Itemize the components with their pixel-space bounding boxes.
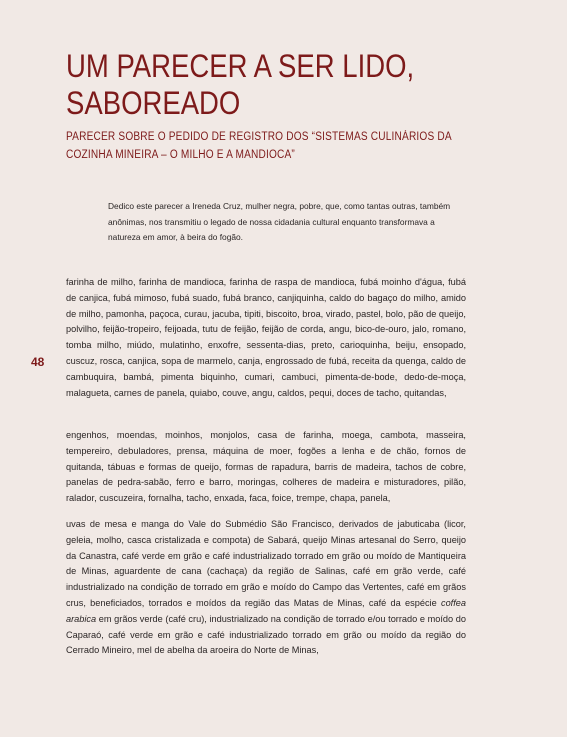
page-subtitle: PARECER SOBRE O PEDIDO DE REGISTRO DOS “SISTEMAS CULINÁRIOS DA COZINHA MINEIRA – O MILHO E A MANDIOCA” (66, 131, 452, 161)
body-paragraph-products (66, 517, 466, 659)
body-paragraph-utensils: engenhos, moendas, moinhos, monjolos, casa de farinha, moega, cambota, masseira, tempereiro, debuladores, prensa, máquina de moer, fogões a lenha e de chão, fornos de quitanda, tábuas e formas de queijo, formas de rapadura, barris de madeira, tachos de cobre, panelas de pedra-sabão, ferro e barro, moringas, colheres de madeira e misturadores, pilão, ralador, cuscuzeira, fornalha, tacho, enxada, faca, foice, trempe, chapa, panela, (66, 430, 466, 504)
page-title: UM PARECER A SER LIDO, SABOREADO (66, 48, 415, 121)
body-paragraph-products-part-2: em grãos verde (café cru), industrializado na condição de torrado e/ou torrado e moído do Caparaó, café verde em grão e café industrializado torrado em grão ou moído da região do Cerrado Mineiro, mel de abelha da aroeira do Norte de Minas, (66, 613, 466, 656)
body-paragraph-products-part-1: uvas de mesa e manga do Vale do Submédio São Francisco, derivados de jabuticaba (licor, geleia, molho, casca cristalizada e compota) de Sabará, queijo Minas artesanal do Serro, queijo da Canastra, café verde em grão e café industrializado torrado em grão ou moído de Mantiqueira de Minas, aguardente de cana (cachaça) da região de Salinas, café em grão verde, café industrializado na condição de torrado em grão e moído do Campo das Vertentes, café em grãos crus, beneficiados, torrados e moídos da região das Matas de Minas, café da espécie (66, 519, 466, 608)
page-number: 48 (31, 355, 45, 369)
body-paragraph-foods: farinha de milho, farinha de mandioca, farinha de raspa de mandioca, fubá moinho d'água, fubá de canjica, fubá mimoso, fubá suado, fubá branco, canjiquinha, caldo do bagaço do milho, amido de milho, pamonha, paçoca, curau, jacuba, tipiti, biscoito, broa, virado, pastel, bolo, pão de queijo, polvilho, feijão-tropeiro, feijoada, tutu de feijão, feijão de corda, angu, bico-de-ouro, jalo, romano, tomba milho, miúdo, mulatinho, enxofre, sessenta-dias, preto, carioquinha, beiju, ensopado, cuscuz, rosca, canjica, sopa de marmelo, canja, engrossado de fubá, receita da quenga, caldo de cambuquira, bambá, pimenta biquinho, cumari, cambuci, pimenta-de-bode, dedo-de-moça, malagueta, carnes de panela, quiabo, couve, angu, caldos, pequi, doces de tacho, quitandas, (66, 277, 466, 398)
dedication-text: Dedico este parecer a Ireneda Cruz, mulher negra, pobre, que, como tantas outras, também anônimas, nos transmitiu o legado de nossa cidadania cultural enquanto transformava a natureza em amor, à beira do fogão. (108, 201, 451, 243)
species-name-italic: coffea arabica (66, 597, 466, 624)
